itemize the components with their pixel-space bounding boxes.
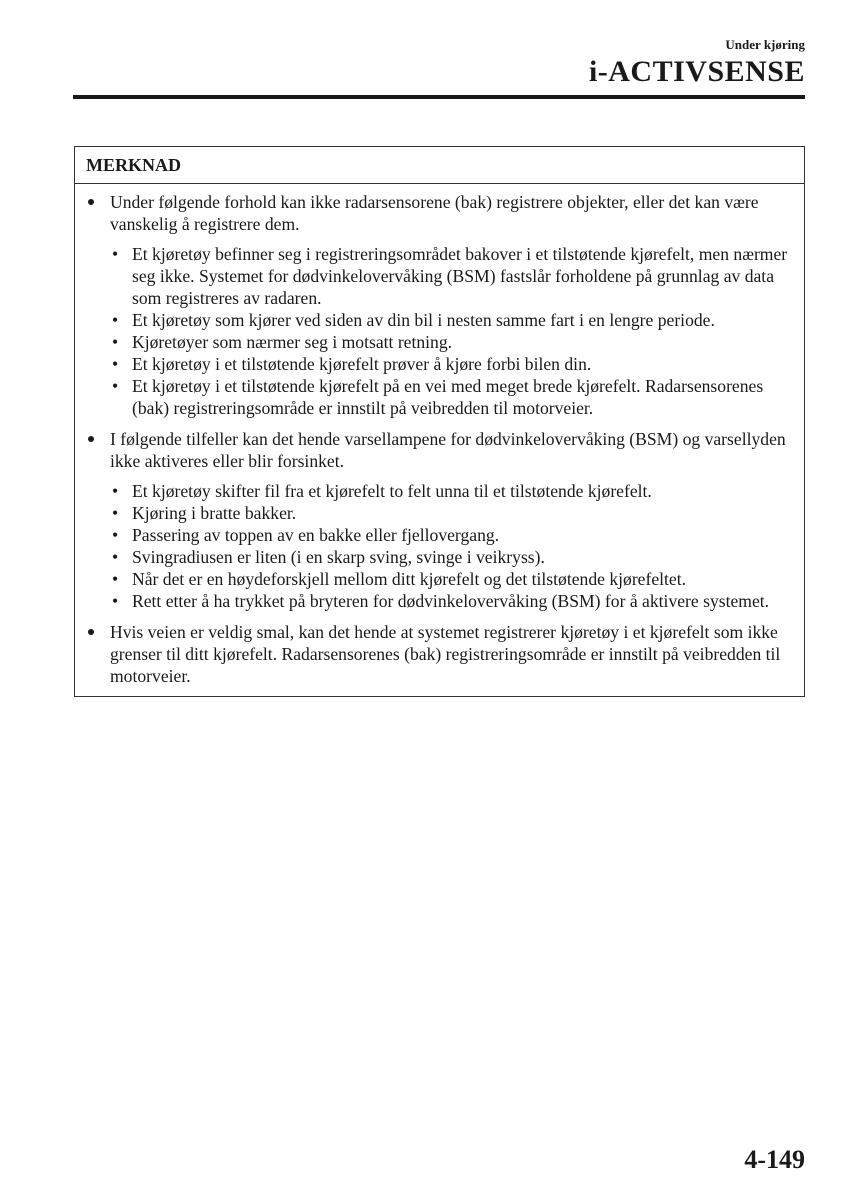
sub-list bbox=[110, 243, 792, 419]
sub-item: • Et kjøretøy befinner seg i registreringsområdet bakover i et tilstøtende kjørefelt, men nærmer seg ikke. Systemet for dødvinkelovervåking (BSM) fastslår forholdene på grunnlag av data som registreres av radaren. bbox=[110, 243, 792, 309]
sub-list bbox=[110, 480, 792, 612]
note-heading: MERKNAD bbox=[75, 147, 804, 184]
sub-item: • Kjøretøyer som nærmer seg i motsatt retning. bbox=[110, 331, 792, 353]
page-number: 4-149 bbox=[744, 1145, 805, 1174]
sub-item: • Et kjøretøy i et tilstøtende kjørefelt på en vei med meget brede kjørefelt. Radarsensorenes (bak) registreringsområde er innstilt på veibredden til motorveier. bbox=[110, 375, 792, 419]
sub-item: • Svingradiusen er liten (i en skarp sving, svinge i veikryss). bbox=[110, 546, 792, 568]
note-item-text: Under følgende forhold kan ikke radarsensorene (bak) registrere objekter, eller det kan være vanskelig å registrere dem. bbox=[110, 192, 759, 234]
note-item bbox=[87, 191, 792, 419]
sub-item: • Passering av toppen av en bakke eller fjellovergang. bbox=[110, 524, 792, 546]
note-item bbox=[87, 621, 792, 687]
note-item-text: I følgende tilfeller kan det hende varsellampene for dødvinkelovervåking (BSM) og varsellyden ikke aktiveres eller blir forsinket. bbox=[110, 429, 786, 471]
sub-item: • Kjøring i bratte bakker. bbox=[110, 502, 792, 524]
section-label: Under kjøring bbox=[725, 37, 805, 52]
page-title: i-ACTIVSENSE bbox=[588, 55, 805, 88]
sub-item: • Et kjøretøy skifter fil fra et kjørefelt to felt unna til et tilstøtende kjørefelt. bbox=[110, 480, 792, 502]
sub-item: • Når det er en høydeforskjell mellom ditt kjørefelt og det tilstøtende kjørefeltet. bbox=[110, 568, 792, 590]
note-item bbox=[87, 428, 792, 612]
sub-item: • Et kjøretøy som kjører ved siden av din bil i nesten samme fart i en lengre periode. bbox=[110, 309, 792, 331]
note-body bbox=[75, 184, 804, 696]
note-item-text: Hvis veien er veldig smal, kan det hende at systemet registrerer kjøretøy i et kjørefelt som ikke grenser til ditt kjørefelt. Radarsensorenes (bak) registreringsområde er innstilt på veibredden til motorveier. bbox=[110, 622, 781, 686]
note-list bbox=[87, 191, 792, 687]
sub-item: • Rett etter å ha trykket på bryteren for dødvinkelovervåking (BSM) for å aktivere systemet. bbox=[110, 590, 792, 612]
header-divider bbox=[73, 95, 805, 99]
note-box bbox=[74, 146, 805, 697]
sub-item: • Et kjøretøy i et tilstøtende kjørefelt prøver å kjøre forbi bilen din. bbox=[110, 353, 792, 375]
